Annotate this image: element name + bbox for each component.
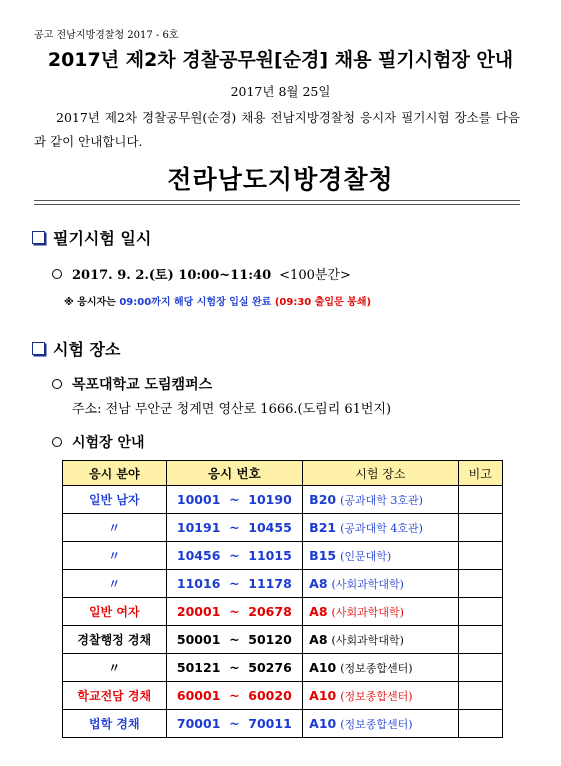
venue-line: [52, 374, 212, 394]
cell-field: 〃: [63, 654, 167, 682]
guide-heading: 시험장 안내: [72, 435, 145, 451]
exam-room-table: [62, 460, 503, 738]
cell-range: 50001 ~ 50120: [166, 626, 303, 654]
table-row: [63, 570, 503, 598]
cell-range: 10001 ~ 10190: [166, 486, 303, 514]
table-row: [63, 710, 503, 738]
cell-range: 60001 ~ 60020: [166, 682, 303, 710]
cell-range: 70001 ~ 70011: [166, 710, 303, 738]
cell-location: [303, 486, 458, 514]
cell-field: 〃: [63, 542, 167, 570]
room-code: A10: [309, 659, 337, 675]
room-code: A8: [309, 603, 328, 619]
room-code: A8: [309, 575, 328, 591]
cell-remark: [458, 654, 503, 682]
guide-line: [52, 432, 145, 452]
intro-paragraph: 2017년 제2차 경찰공무원(순경) 채용 전남지방경찰청 응시자 필기시험 장소를 다음과 같이 안내합니다.: [34, 110, 520, 149]
cell-range: 10456 ~ 11015: [166, 542, 303, 570]
cell-range: 10191 ~ 10455: [166, 514, 303, 542]
cell-remark: [458, 710, 503, 738]
cell-field: 〃: [63, 570, 167, 598]
exam-duration: <100분간>: [279, 268, 351, 283]
room-code: A8: [309, 631, 328, 647]
cell-range: 50121 ~ 50276: [166, 654, 303, 682]
table-row: [63, 514, 503, 542]
organization-name: 전라남도지방경찰청: [167, 165, 394, 194]
section-heading: 시험 장소: [53, 340, 121, 359]
divider: [34, 200, 520, 205]
table-row: [63, 626, 503, 654]
cell-location: [303, 598, 458, 626]
cell-remark: [458, 486, 503, 514]
cell-field: 경찰행정 경채: [63, 626, 167, 654]
building-name: (사회과학대학): [331, 577, 404, 591]
page-title: 2017년 제2차 경찰공무원[순경] 채용 필기시험장 안내: [47, 49, 514, 71]
room-code: B21: [309, 519, 337, 535]
building-name: (정보종합센터): [340, 661, 413, 675]
checkbox-square-icon: [32, 342, 45, 355]
cell-remark: [458, 542, 503, 570]
table-header-row: [63, 461, 503, 486]
notice-number: 공고 전남지방경찰청 2017 - 6호: [34, 30, 179, 41]
section-exam-datetime: [32, 226, 151, 249]
cell-location: [303, 514, 458, 542]
cell-remark: [458, 598, 503, 626]
venue-address: 주소: 전남 무안군 청계면 영산로 1666.(도림리 61번지): [72, 402, 392, 417]
cell-field: 법학 경채: [63, 710, 167, 738]
building-name: (인문대학): [340, 549, 392, 563]
table-row: [63, 542, 503, 570]
building-name: (공과대학 4호관): [340, 521, 423, 535]
checkbox-square-icon: [32, 231, 45, 244]
column-header: 시험 장소: [303, 461, 458, 486]
note-entry-deadline: 09:00까지 해당 시험장 입실 완료: [119, 297, 272, 308]
venue-name: 목포대학교 도림캠퍼스: [72, 377, 213, 393]
exam-datetime-line: [52, 264, 351, 283]
column-header: 응시 분야: [63, 461, 167, 486]
section-heading: 필기시험 일시: [53, 229, 152, 248]
cell-remark: [458, 682, 503, 710]
room-code: A10: [309, 687, 337, 703]
cell-field: 학교전담 경채: [63, 682, 167, 710]
column-header: 비고: [458, 461, 503, 486]
entry-note: [64, 293, 371, 308]
table-row: [63, 598, 503, 626]
note-gate-closing: (09:30 출입문 봉쇄): [271, 297, 372, 308]
cell-location: [303, 710, 458, 738]
cell-remark: [458, 626, 503, 654]
cell-field: 〃: [63, 514, 167, 542]
cell-field: 일반 여자: [63, 598, 167, 626]
cell-location: [303, 542, 458, 570]
announcement-date: 2017년 8월 25일: [230, 84, 331, 99]
section-exam-venue: [32, 337, 120, 360]
building-name: (정보종합센터): [340, 717, 413, 731]
cell-field: 일반 남자: [63, 486, 167, 514]
circle-bullet-icon: [52, 437, 62, 447]
table-row: [63, 682, 503, 710]
cell-range: 20001 ~ 20678: [166, 598, 303, 626]
room-code: A10: [309, 715, 337, 731]
room-code: B15: [309, 547, 337, 563]
building-name: (사회과학대학): [331, 633, 404, 647]
cell-location: [303, 570, 458, 598]
table-row: [63, 486, 503, 514]
cell-remark: [458, 514, 503, 542]
building-name: (정보종합센터): [340, 689, 413, 703]
cell-remark: [458, 570, 503, 598]
table-row: [63, 654, 503, 682]
note-prefix: ※ 응시자는: [64, 297, 120, 308]
cell-range: 11016 ~ 11178: [166, 570, 303, 598]
room-code: B20: [309, 491, 337, 507]
cell-location: [303, 654, 458, 682]
building-name: (사회과학대학): [331, 605, 404, 619]
circle-bullet-icon: [52, 269, 62, 279]
cell-location: [303, 682, 458, 710]
cell-location: [303, 626, 458, 654]
column-header: 응시 번호: [166, 461, 303, 486]
exam-datetime: 2017. 9. 2.(토) 10:00~11:40: [72, 268, 272, 283]
circle-bullet-icon: [52, 379, 62, 389]
building-name: (공과대학 3호관): [340, 493, 423, 507]
